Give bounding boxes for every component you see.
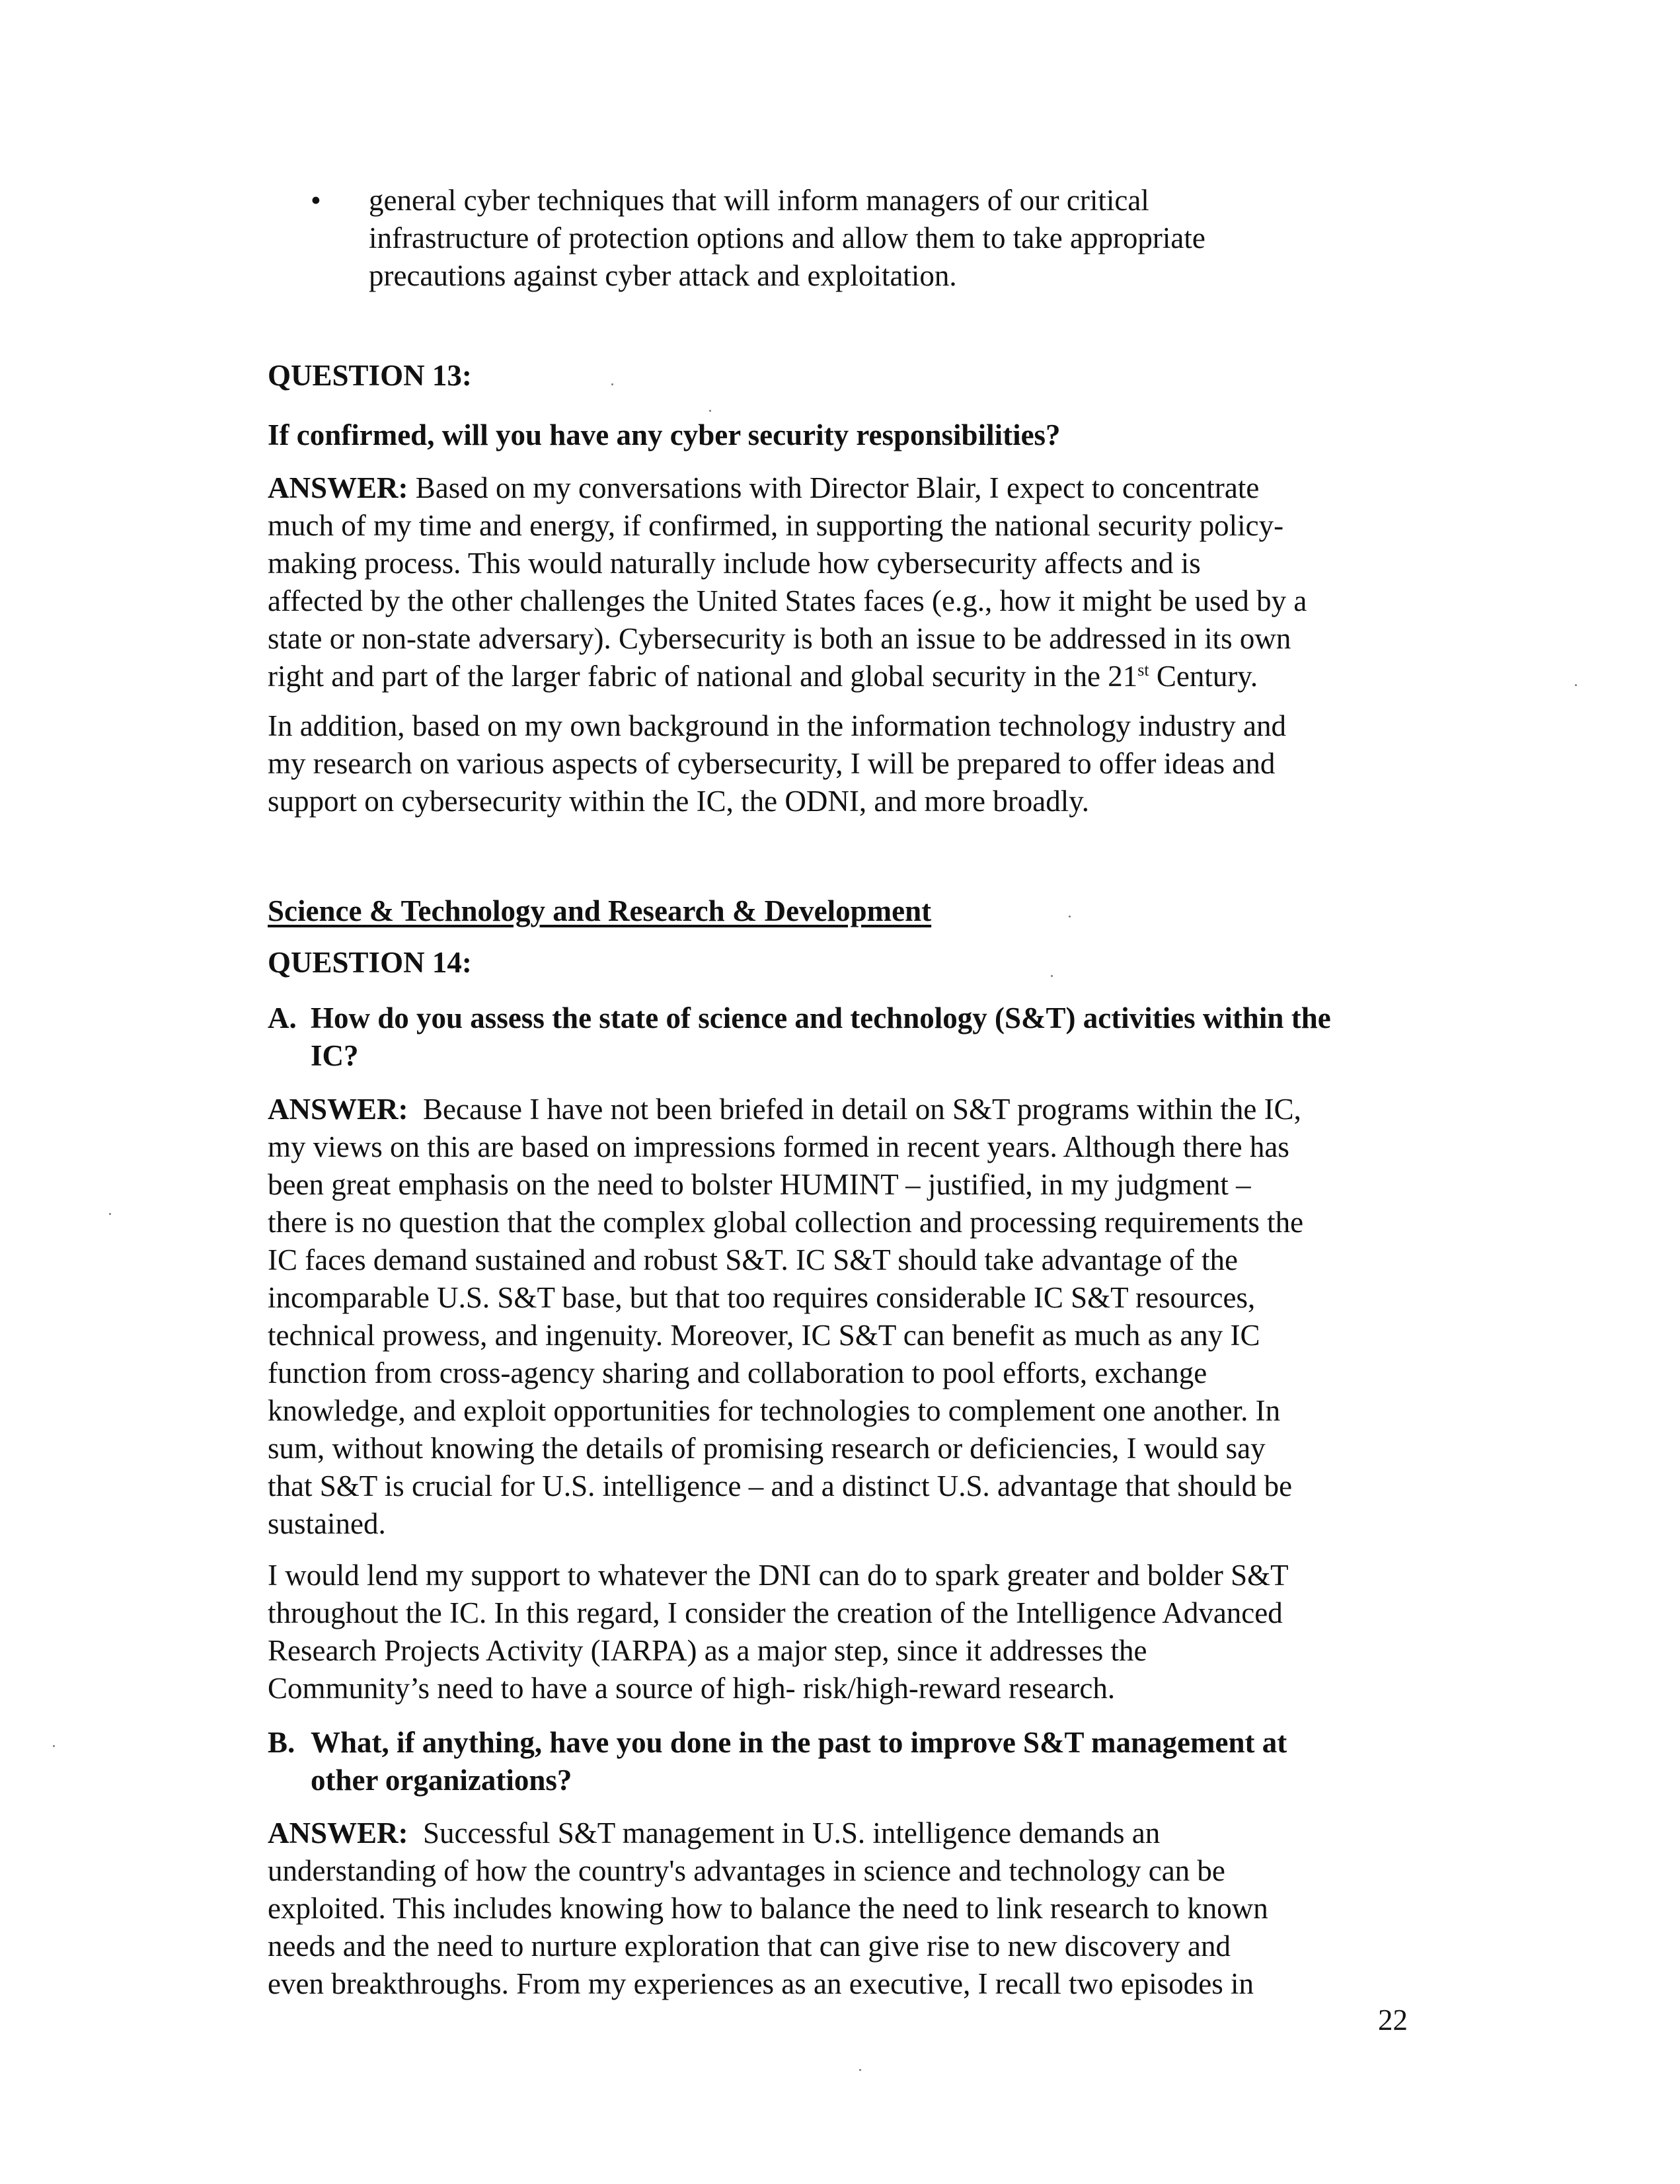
- question-line: What, if anything, have you done in the past to improve S&T management at: [311, 1726, 1287, 1759]
- question-14a-text: [311, 999, 1434, 1075]
- question-13-heading: QUESTION 13:: [268, 359, 472, 392]
- answer-line: I would lend my support to whatever the DNI can do to spark greater and bolder S&T: [268, 1559, 1289, 1592]
- answer-line: [268, 469, 1431, 507]
- section-title-text: Science & Technology and Research & Development: [268, 894, 932, 927]
- text-line: precautions against cyber attack and exploitation.: [369, 259, 957, 292]
- answer-line: my views on this are based on impressions formed in recent years. Although there has: [268, 1130, 1289, 1163]
- answer-line: [268, 1814, 1431, 1852]
- answer-line: [268, 658, 1431, 695]
- answer-line: Community’s need to have a source of high- risk/high-reward research.: [268, 1672, 1116, 1705]
- answer-line: exploited. This includes knowing how to balance the need to link research to known: [268, 1892, 1268, 1925]
- question-line: How do you assess the state of science and technology (S&T) activities within the: [311, 1001, 1331, 1034]
- answer-line: needs and the need to nurture exploration that can give rise to new discovery and: [268, 1930, 1231, 1963]
- question-line: other organizations?: [311, 1764, 572, 1797]
- answer-line: making process. This would naturally include how cybersecurity affects and is: [268, 547, 1201, 580]
- scan-speck: [1069, 916, 1071, 917]
- question-14b-text: [311, 1724, 1434, 1799]
- answer-line: there is no question that the complex global collection and processing requirements the: [268, 1206, 1304, 1239]
- scan-speck: [1051, 975, 1053, 977]
- scan-speck: [611, 383, 613, 385]
- bullet-icon: •: [311, 184, 321, 217]
- scan-speck: [1575, 684, 1577, 686]
- answer-line: throughout the IC. In this regard, I consider the creation of the Intelligence Advanced: [268, 1596, 1283, 1629]
- answer-text: Successful S&T management in U.S. intelligence demands an: [408, 1816, 1161, 1850]
- answer-text: right and part of the larger fabric of national and global security in the 21: [268, 660, 1138, 693]
- page-number: 22: [1378, 2004, 1408, 2037]
- answer-line: knowledge, and exploit opportunities for technologies to complement one another. In: [268, 1394, 1281, 1427]
- question-13-text: If confirmed, will you have any cyber security responsibilities?: [268, 418, 1061, 451]
- answer-line: my research on various aspects of cybersecurity, I will be prepared to offer ideas and: [268, 747, 1276, 780]
- answer-line: [268, 1091, 1431, 1128]
- question-line: IC?: [311, 1039, 359, 1072]
- question-14a-answer: [268, 1091, 1431, 1543]
- answer-line: even breakthroughs. From my experiences as an executive, I recall two episodes in: [268, 1967, 1254, 2000]
- answer-line: been great emphasis on the need to bolster HUMINT – justified, in my judgment –: [268, 1168, 1251, 1201]
- answer-line: sum, without knowing the details of promising research or deficiencies, I would say: [268, 1432, 1266, 1465]
- answer-label: ANSWER:: [268, 471, 408, 504]
- answer-line: that S&T is crucial for U.S. intelligence – and a distinct U.S. advantage that should be: [268, 1469, 1293, 1502]
- scan-speck: [859, 2069, 861, 2071]
- answer-line: incomparable U.S. S&T base, but that too requires considerable IC S&T resources,: [268, 1281, 1256, 1314]
- question-14b-answer: [268, 1814, 1431, 2003]
- answer-line: sustained.: [268, 1507, 386, 1540]
- scan-speck: [53, 1745, 55, 1747]
- answer-line: much of my time and energy, if confirmed, in supporting the national security policy-: [268, 509, 1284, 542]
- answer-text: Century.: [1149, 660, 1258, 693]
- bullet-text: [369, 182, 1360, 295]
- scan-speck: [109, 1213, 111, 1215]
- answer-line: support on cybersecurity within the IC, the ODNI, and more broadly.: [268, 785, 1090, 818]
- answer-line: state or non-state adversary). Cybersecurity is both an issue to be addressed in its own: [268, 622, 1291, 655]
- text-line: general cyber techniques that will inform managers of our critical: [369, 184, 1149, 217]
- scan-speck: [709, 410, 711, 412]
- question-marker: B.: [268, 1726, 295, 1759]
- question-14-heading: QUESTION 14:: [268, 946, 472, 979]
- answer-line: IC faces demand sustained and robust S&T. IC S&T should take advantage of the: [268, 1243, 1239, 1276]
- answer-label: ANSWER:: [268, 1093, 408, 1126]
- section-title: [268, 892, 1431, 930]
- answer-label: ANSWER:: [268, 1816, 408, 1850]
- superscript: st: [1137, 660, 1149, 680]
- answer-line: function from cross-agency sharing and collaboration to pool efforts, exchange: [268, 1356, 1207, 1389]
- answer-text: Because I have not been briefed in detail on S&T programs within the IC,: [408, 1093, 1301, 1126]
- answer-line: affected by the other challenges the United States faces (e.g., how it might be used by a: [268, 584, 1307, 617]
- answer-line: In addition, based on my own background in the information technology industry and: [268, 709, 1286, 742]
- question-13-answer-paragraph-2: [268, 707, 1431, 820]
- answer-line: technical prowess, and ingenuity. Moreover, IC S&T can benefit as much as any IC: [268, 1319, 1260, 1352]
- answer-text: Based on my conversations with Director Blair, I expect to concentrate: [408, 471, 1260, 504]
- question-13-answer: [268, 469, 1431, 695]
- text-line: infrastructure of protection options and allow them to take appropriate: [369, 221, 1205, 254]
- question-14a-answer-paragraph-2: [268, 1557, 1431, 1707]
- question-marker: A.: [268, 1001, 297, 1034]
- answer-line: Research Projects Activity (IARPA) as a major step, since it addresses the: [268, 1634, 1147, 1667]
- answer-line: understanding of how the country's advantages in science and technology can be: [268, 1854, 1225, 1887]
